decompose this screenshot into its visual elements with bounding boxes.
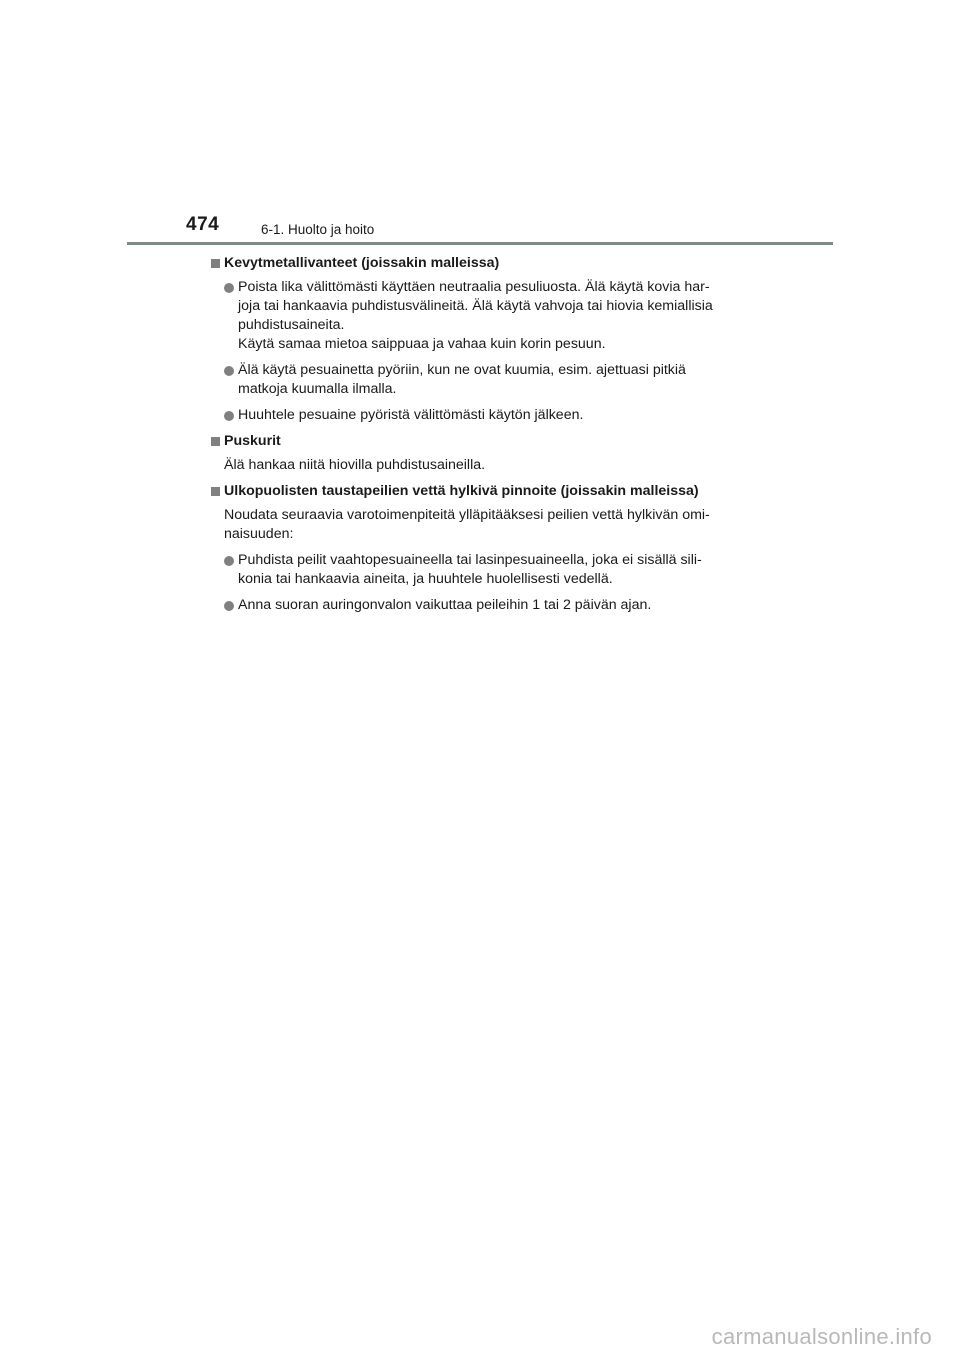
text-line: Huuhtele pesuaine pyöristä välittömästi käytön jälkeen. bbox=[238, 407, 584, 423]
bullet-item bbox=[211, 278, 747, 354]
bullet-item bbox=[211, 596, 747, 615]
text-line: naisuuden: bbox=[224, 526, 294, 542]
page-content bbox=[211, 254, 747, 622]
section-mirror-coating bbox=[211, 482, 747, 615]
round-bullet-icon bbox=[224, 411, 234, 421]
paragraph: Älä hankaa niitä hiovilla puhdistusaineilla. bbox=[224, 457, 486, 473]
text-line: puhdistusaineita. bbox=[238, 317, 345, 333]
watermark: carmanualsonline.info bbox=[711, 1324, 932, 1349]
text-line: joja tai hankaavia puhdistusvälineitä. Älä käytä vahvoja tai hiovia kemiallisia bbox=[238, 298, 713, 314]
section-alloy-wheels bbox=[211, 254, 747, 425]
text-line: Puhdista peilit vaahtopesuaineella tai lasinpesuaineella, joka ei sisällä sili- bbox=[238, 552, 702, 568]
bullet-item bbox=[211, 406, 747, 425]
round-bullet-icon bbox=[224, 366, 234, 376]
heading-text: Ulkopuolisten taustapeilien vettä hylkivä pinnoite (joissakin malleissa) bbox=[224, 483, 699, 499]
paragraph bbox=[211, 506, 747, 544]
page-header bbox=[186, 214, 756, 244]
heading-text: Puskurit bbox=[224, 433, 281, 449]
round-bullet-icon bbox=[224, 283, 234, 293]
text-line: Älä käytä pesuainetta pyöriin, kun ne ovat kuumia, esim. ajettuasi pitkiä bbox=[238, 362, 686, 378]
square-bullet-icon bbox=[211, 259, 220, 268]
square-bullet-icon bbox=[211, 437, 220, 446]
text-line: Poista lika välittömästi käyttäen neutraalia pesuliuosta. Älä käytä kovia har- bbox=[238, 279, 710, 295]
bullet-item bbox=[211, 361, 747, 399]
section-bumpers bbox=[211, 432, 747, 475]
text-line: konia tai hankaavia aineita, ja huuhtele huolellisesti vedellä. bbox=[238, 571, 613, 587]
section-title: 6-1. Huolto ja hoito bbox=[261, 222, 375, 237]
text-line: Käytä samaa mietoa saippuaa ja vahaa kuin korin pesuun. bbox=[238, 336, 606, 352]
heading-text: Kevytmetallivanteet (joissakin malleissa) bbox=[224, 255, 500, 271]
text-line: Noudata seuraavia varotoimenpiteitä ylläpitääksesi peilien vettä hylkivän omi- bbox=[224, 507, 710, 523]
round-bullet-icon bbox=[224, 556, 234, 566]
section-heading bbox=[211, 254, 747, 273]
bullet-item bbox=[211, 551, 747, 589]
section-heading bbox=[211, 482, 747, 501]
round-bullet-icon bbox=[224, 601, 234, 611]
text-line: matkoja kuumalla ilmalla. bbox=[238, 381, 397, 397]
page-number: 474 bbox=[186, 214, 220, 235]
section-heading bbox=[211, 432, 747, 451]
header-rule bbox=[127, 242, 833, 245]
text-line: Anna suoran auringonvalon vaikuttaa peileihin 1 tai 2 päivän ajan. bbox=[238, 597, 652, 613]
square-bullet-icon bbox=[211, 487, 220, 496]
